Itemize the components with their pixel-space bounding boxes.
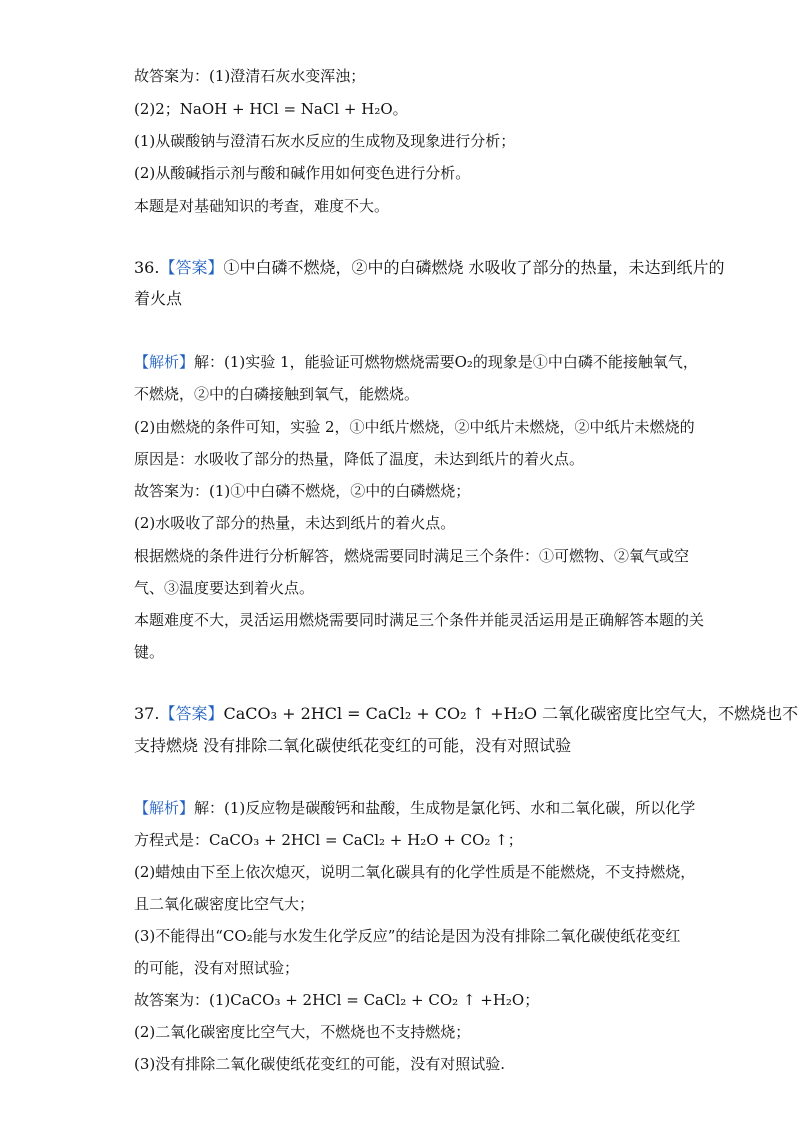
q36-analysis-line-9: 本题难度不大，灵活运用燃烧需要同时满足三个条件并能灵活运用是正确解答本题的关 [134, 611, 705, 629]
q37-analysis-line-1 [134, 798, 695, 818]
q36-answer-tag: 【答案】 [159, 258, 224, 277]
q36-analysis-line-4: 原因是：水吸收了部分的热量，降低了温度，未达到纸片的着火点。 [134, 450, 585, 468]
q36-analysis-line-3: (2)由燃烧的条件可知，实验 2，①中纸片燃烧，②中纸片未燃烧，②中纸片未燃烧的 [134, 418, 695, 436]
q37-analysis-line-5: (3)不能得出“CO₂能与水发生化学反应”的结论是因为没有排除二氧化碳使纸花变红 [134, 927, 681, 945]
q35-comment-line: 本题是对基础知识的考查，难度不大。 [134, 197, 390, 215]
q35-answer-line: 故答案为：(1)澄清石灰水变浑浊； [134, 67, 366, 85]
q37-analysis-line-2: 方程式是：CaCO₃ + 2HCl = CaCl₂ + H₂O + CO₂ ↑； [134, 831, 523, 849]
q36-analysis-line-7: 根据燃烧的条件进行分析解答，燃烧需要同时满足三个条件：①可燃物、②氧气或空 [134, 547, 690, 565]
q35-analysis-line-1: (1)从碳酸钠与澄清石灰水反应的生成物及现象进行分析； [134, 132, 516, 150]
q36-analysis-line-5: 故答案为：(1)①中白磷不燃烧，②中的白磷燃烧； [134, 482, 471, 500]
q37-analysis-line-6: 的可能，没有对照试验； [134, 959, 300, 977]
q37-analysis-tag: 【解析】 [134, 799, 195, 817]
q37-analysis-line-9: (3)没有排除二氧化碳使纸花变红的可能，没有对照试验. [134, 1055, 506, 1073]
q36-analysis-text: 解：(1)实验 1，能验证可燃物燃烧需要O₂的现象是①中白磷不能接触氧气， [194, 353, 698, 371]
q36-analysis-line-6: (2)水吸收了部分的热量，未达到纸片的着火点。 [134, 514, 456, 532]
q36-answer-line-2: 着火点 [134, 289, 183, 308]
q36-number: 36. [134, 258, 160, 277]
q37-answer-line-1 [134, 704, 798, 724]
q37-analysis-line-3: (2)蜡烛由下至上依次熄灭，说明二氧化碳具有的化学性质是不能燃烧，不支持燃烧， [134, 863, 696, 881]
q35-analysis-line-2: (2)从酸碱指示剂与酸和碱作用如何变色进行分析。 [134, 164, 471, 182]
q37-answer-line-2: 支持燃烧 没有排除二氧化碳使纸花变红的可能，没有对照试验 [134, 736, 572, 755]
q37-analysis-line-7: 故答案为：(1)CaCO₃ + 2HCl = CaCl₂ + CO₂ ↑ +H₂O； [134, 991, 540, 1009]
q37-answer-text: CaCO₃ + 2HCl = CaCl₂ + CO₂ ↑ +H₂O 二氧化碳密度比空气大，不燃烧也不 [223, 704, 799, 723]
q37-analysis-text: 解：(1)反应物是碳酸钙和盐酸，生成物是氯化钙、水和二氧化碳，所以化学 [194, 799, 696, 817]
q36-answer-line-1 [134, 258, 725, 278]
q37-answer-tag: 【答案】 [159, 704, 224, 723]
q36-analysis-line-10: 键。 [134, 643, 165, 661]
q36-answer-text: ①中白磷不燃烧，②中的白磷燃烧 水吸收了部分的热量，未达到纸片的 [223, 258, 725, 277]
q37-analysis-line-4: 且二氧化碳密度比空气大； [134, 895, 315, 913]
q36-analysis-line-2: 不燃烧，②中的白磷接触到氧气，能燃烧。 [134, 385, 420, 403]
q36-analysis-line-8: 气、③温度要达到着火点。 [134, 579, 315, 597]
q37-analysis-line-8: (2)二氧化碳密度比空气大，不燃烧也不支持燃烧； [134, 1023, 471, 1041]
q36-analysis-tag: 【解析】 [134, 353, 195, 371]
q37-number: 37. [134, 704, 160, 723]
q36-analysis-line-1 [134, 352, 698, 372]
q35-equation-line: (2)2；NaOH + HCl = NaCl + H₂O。 [134, 100, 408, 118]
